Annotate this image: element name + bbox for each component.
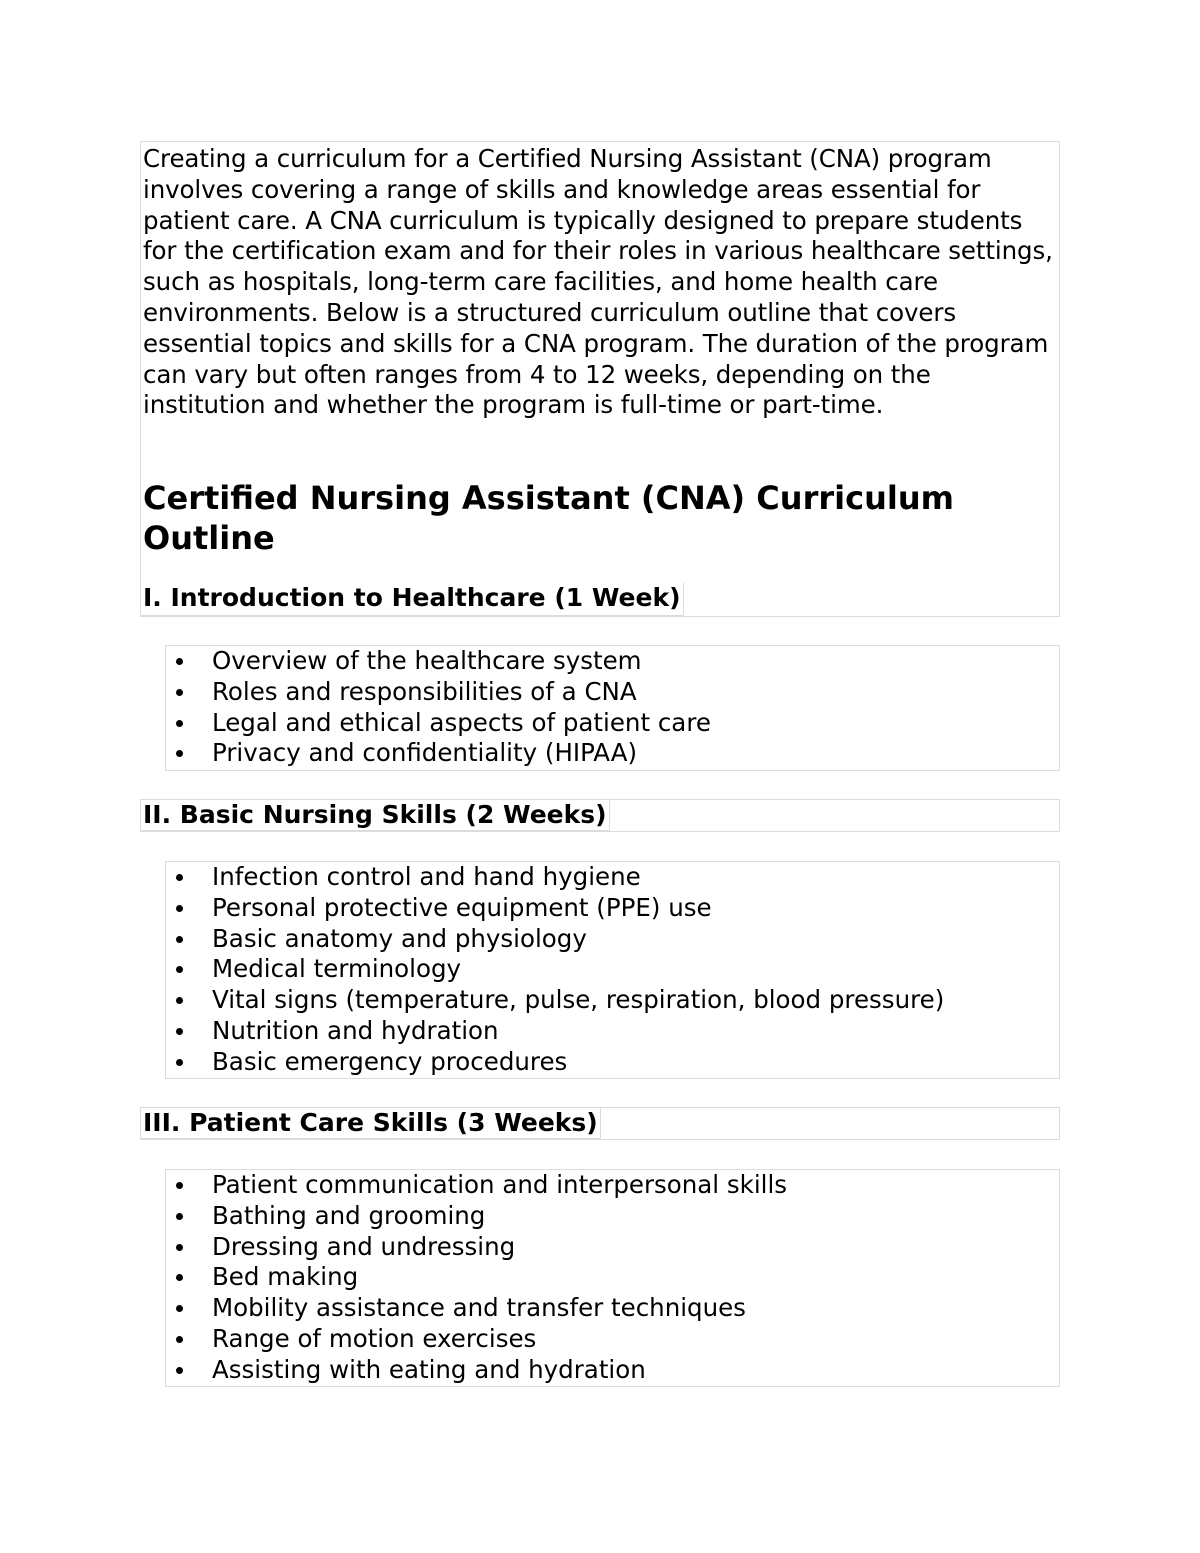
list-item: Medical terminology xyxy=(166,954,1059,985)
list-item: Vital signs (temperature, pulse, respiration, blood pressure) xyxy=(166,985,1059,1016)
list-item: Legal and ethical aspects of patient care xyxy=(166,708,1059,739)
bullet-icon xyxy=(176,1367,183,1374)
section-heading-2: II. Basic Nursing Skills (2 Weeks) xyxy=(141,800,610,831)
bullet-icon xyxy=(176,1213,183,1220)
bullet-icon xyxy=(176,936,183,943)
list-item: Basic anatomy and physiology xyxy=(166,924,1059,955)
bullet-icon xyxy=(176,1274,183,1281)
document-title: Certified Nursing Assistant (CNA) Curriculum Outline xyxy=(143,479,954,557)
section-2-list xyxy=(165,861,1060,1079)
list-item: Range of motion exercises xyxy=(166,1324,1059,1355)
bullet-icon xyxy=(176,997,183,1004)
bullet-icon xyxy=(176,1059,183,1066)
section-1-list xyxy=(165,645,1060,771)
intro-paragraph: Creating a curriculum for a Certified Nursing Assistant (CNA) program involves covering a range of skills and knowledge areas essential for patient care. A CNA curriculum is typically designed to prepare students for the certification exam and for their roles in various healthcare settings, such as hospitals, long-term care facilities, and home health care environments. Below is a structured curriculum outline that covers essential topics and skills for a CNA program. The duration of the program can vary but often ranges from 4 to 12 weeks, depending on the institution and whether the program is full-time or part-time. xyxy=(143,144,1053,420)
bullet-icon xyxy=(176,1028,183,1035)
section-heading-frame-2 xyxy=(140,799,1060,832)
list-item: Privacy and confidentiality (HIPAA) xyxy=(166,738,1059,769)
list-item: Overview of the healthcare system xyxy=(166,646,1059,677)
bullet-icon xyxy=(176,966,183,973)
intro-block xyxy=(140,141,1060,617)
bullet-icon xyxy=(176,1305,183,1312)
bullet-icon xyxy=(176,1182,183,1189)
bullet-icon xyxy=(176,905,183,912)
list-item: Patient communication and interpersonal skills xyxy=(166,1170,1059,1201)
list-item: Bathing and grooming xyxy=(166,1201,1059,1232)
list-item: Infection control and hand hygiene xyxy=(166,862,1059,893)
list-item: Nutrition and hydration xyxy=(166,1016,1059,1047)
list-item: Basic emergency procedures xyxy=(166,1047,1059,1078)
bullet-icon xyxy=(176,720,183,727)
list-item: Bed making xyxy=(166,1262,1059,1293)
list-item: Dressing and undressing xyxy=(166,1232,1059,1263)
section-heading-3: III. Patient Care Skills (3 Weeks) xyxy=(141,1108,601,1139)
list-item: Personal protective equipment (PPE) use xyxy=(166,893,1059,924)
bullet-icon xyxy=(176,750,183,757)
section-heading-frame-3 xyxy=(140,1107,1060,1140)
bullet-icon xyxy=(176,658,183,665)
bullet-icon xyxy=(176,1244,183,1251)
bullet-icon xyxy=(176,874,183,881)
section-3-list xyxy=(165,1169,1060,1387)
bullet-icon xyxy=(176,1336,183,1343)
section-heading-1: I. Introduction to Healthcare (1 Week) xyxy=(141,583,684,616)
list-item: Assisting with eating and hydration xyxy=(166,1355,1059,1386)
list-item: Mobility assistance and transfer techniques xyxy=(166,1293,1059,1324)
bullet-icon xyxy=(176,689,183,696)
list-item: Roles and responsibilities of a CNA xyxy=(166,677,1059,708)
